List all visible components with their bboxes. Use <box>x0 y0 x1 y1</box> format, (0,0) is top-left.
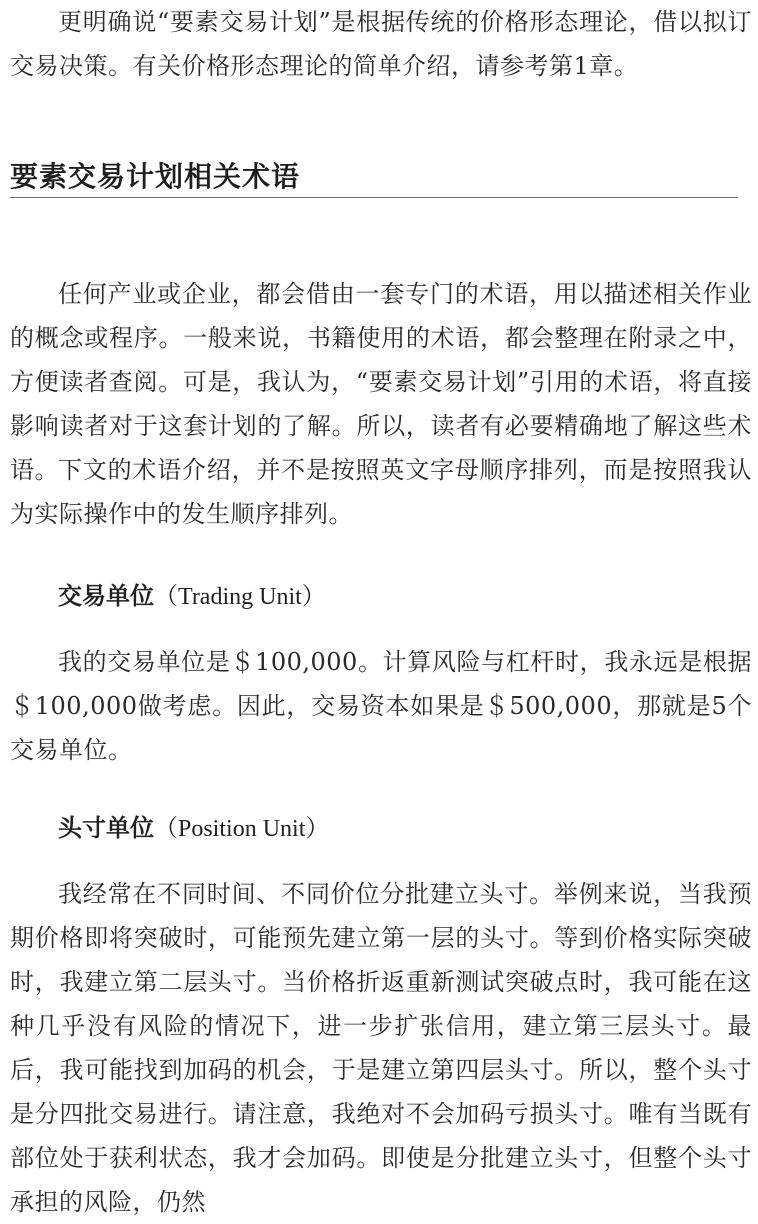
term-name-zh: 头寸单位 <box>58 814 154 842</box>
term-heading-trading-unit <box>58 578 326 615</box>
term-heading-position-unit <box>58 810 329 847</box>
term-name-en: （Trading Unit） <box>154 584 326 610</box>
paragraph-ordering-note: 下文的术语介绍，并不是按照英文字母顺序排列，而是按照我认为实际操作中的发生顺序排列。 <box>10 456 752 528</box>
section-title: 要素交易计划相关术语 <box>10 160 301 193</box>
section-divider <box>10 197 738 198</box>
intro-paragraph: 更明确说“要素交易计划”是根据传统的价格形态理论，借以拟订交易决策。有关价格形态理论的简单介绍，请参考第1章。 <box>10 8 752 80</box>
term-name-en: （Position Unit） <box>154 816 330 842</box>
term-name-zh: 交易单位 <box>58 582 154 610</box>
term-body-trading-unit: 我的交易单位是＄100,000。计算风险与杠杆时，我永远是根据＄100,000做考虑。因此，交易资本如果是＄500,000，那就是5个交易单位。 <box>10 648 752 764</box>
paragraph-terminology-intro: 任何产业或企业，都会借由一套专门的术语，用以描述相关作业的概念或程序。一般来说，书籍使用的术语，都会整理在附录之中，方便读者查阅。可是，我认为，“要素交易计划”引用的术语，将直接影响读者对于这套计划的了解。所以，读者有必要精确地了解这些术语。 <box>10 280 752 484</box>
term-body-position-unit: 我经常在不同时间、不同价位分批建立头寸。举例来说，当我预期价格即将突破时，可能预先建立第一层的头寸。等到价格实际突破时，我建立第二层头寸。当价格折返重新测试突破点时，我可能在这种几乎没有风险的情况下，进一步扩张信用，建立第三层头寸。最后，我可能找到加码的机会，于是建立第四层头寸。所以，整个头寸是分四批交易进行。请注意，我绝对不会加码亏损头寸。唯有当既有部位处于获利状态，我才会加码。即使是分批建立头寸，但整个头寸承担的风险，仍然 <box>10 880 752 1216</box>
